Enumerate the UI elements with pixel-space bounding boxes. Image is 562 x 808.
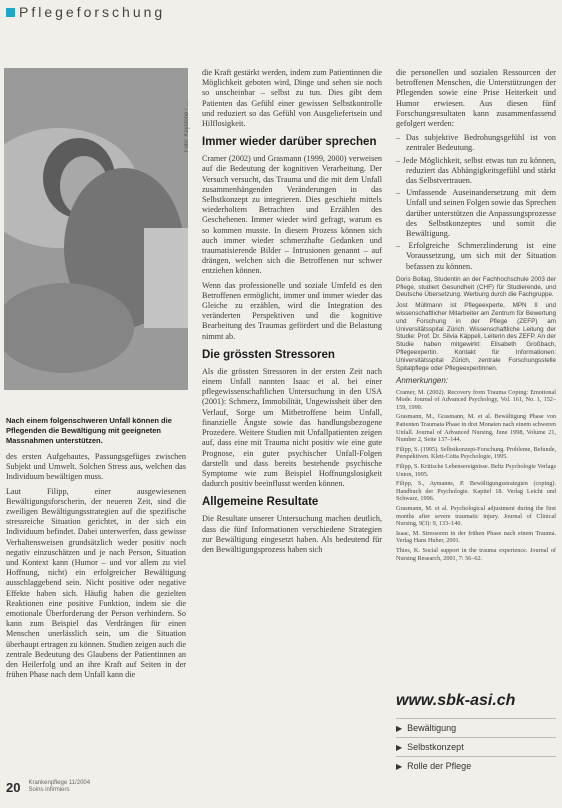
paragraph: die personellen und sozialen Ressourcen der betroffenen Menschen, die Unterstützungen der Pflegenden sowie eine Prise Heiterkeit und Humor erwiesen. Aus diesen fünf Forschungsresultaten kann zusammenfassend gefolgert werden: bbox=[396, 68, 556, 129]
references-list bbox=[396, 389, 556, 562]
reference-item: Grasmann, M., Grasmann, M. et al. Bewältigung Phase von Patienten Traumata Phase in drei Monaten nach einem schweren Unfall. Journal of Advanced Nursing, June 1998, Volume 21, Number 2, Seite 137–144. bbox=[396, 413, 556, 444]
paragraph: Als die grössten Stressoren in der ersten Zeit nach einem Unfall nannten Isaac et al. bei einer pflegewissenschaftlichen Untersuchung in den USA (2001): Schmerz, Immobilität, Ungewissheit über den Verlauf, Sorge um Mitbetroffene beim Unfall, finanzielle Ängste sowie das handlungsbezogene Prozedere. Weitere Studien mit Unfallpatienten zeigen auf, dass eine mit Trauma nicht positiv wie eine gute Prognose, ein guter psychischer Unfall-Folgen darstellt und dass bereits bestehende psychische Symptome wie zum Beispiel Hoffnungslosigkeit dadurch positiv beeinflusst werden können. bbox=[202, 366, 382, 489]
column-2 bbox=[202, 68, 382, 559]
promo-link-label: Bewältigung bbox=[407, 723, 457, 733]
section-header bbox=[6, 4, 165, 20]
promo-link-rolle-der-pflege[interactable] bbox=[396, 756, 556, 775]
article-photo bbox=[4, 68, 188, 390]
author-note: Jost Müllmann ist Pflegeexperte, MPN II und wissenschaftlicher Mitarbeiter am Zentrum für Bewertung und Forschung in der Pflege (ZEFP) am Universitätsspital Zürich. Wissenschaftliche Leitung der Studie: Prof. Dr. Silvia Käppeli, Leiterin des ZEFP. An der Studie haben mitgewirkt: Elisabeth Großbach, Pflegeexpertin. Kontakt für Informationen: Universitätsspital Zürich, zentrale Forschungsstelle Spitalpflege oder Pflegeexpertinnen. bbox=[396, 302, 556, 372]
web-promo-box bbox=[396, 692, 556, 775]
column-1 bbox=[6, 452, 186, 684]
subheading: Immer wieder darüber sprechen bbox=[202, 136, 377, 149]
photo-illustration bbox=[4, 68, 188, 390]
reference-item: Filipp, S. Kritische Lebensereignisse. Beltz Psychologie Verlags Union, 1995. bbox=[396, 462, 556, 478]
arrow-right-icon: ▶ bbox=[396, 761, 403, 771]
column-3 bbox=[396, 68, 556, 564]
magazine-info bbox=[28, 780, 90, 794]
list-item: – Das subjektive Bedrohungsgefühl ist von zentraler Bedeutung. bbox=[396, 133, 556, 153]
promo-link-label: Rolle der Pflege bbox=[407, 761, 472, 771]
section-square-icon bbox=[6, 8, 15, 17]
reference-item: Thies, K. Social support in the trauma experience. Journal of Nursing Research, 2001, 7: 56–62. bbox=[396, 546, 556, 562]
reference-item: Filipp, S., Aymanns, P. Bewältigungsstrategien (coping). Handbuch der Psychologie. Kapitel 18. Verlag Leicht und Schwarz, 1996. bbox=[396, 480, 556, 503]
section-title: Pflegeforschung bbox=[19, 4, 166, 20]
magazine-line: Soins infirmiers bbox=[28, 787, 70, 793]
paragraph: die Kraft gestärkt werden, indem zum Patientinnen die Möglichkeit geboten wird, Dinge und sehen sie noch so unscheinbar – selbst zu tun. Dies gibt dem Patienten das Gefühl einer gewissen Selbstkontrolle und reduziert so das Gefühl von Ausgeliefertsein und Hilflosigkeit. bbox=[202, 68, 382, 129]
arrow-right-icon: ▶ bbox=[396, 742, 403, 752]
author-info bbox=[396, 276, 556, 373]
page-footer bbox=[6, 780, 90, 795]
promo-link-label: Selbstkonzept bbox=[407, 742, 464, 752]
reference-item: Cramer, M. (2002). Recovery from Trauma Coping: Emotional Mode. Journal of Advanced Psychology, Vol. 161, No. 1, 152–159, 1999. bbox=[396, 388, 556, 411]
list-item: – Jede Möglichkeit, selbst etwas tun zu können, reduziert das Abhängigkeitsgefühl und stärkt das Selbstvertrauen. bbox=[396, 155, 556, 186]
photo-caption: Nach einem folgenschweren Unfall können die Pflegenden die Bewältigung mit geeigneten Massnahmen unterstützen. bbox=[6, 416, 172, 445]
list-item: – Erfolgreiche Schmerzlinderung ist eine Voraussetzung, um sich mit der Situation befassen zu können. bbox=[396, 241, 556, 271]
subheading: Allgemeine Resultate bbox=[202, 496, 319, 509]
arrow-right-icon: ▶ bbox=[396, 723, 403, 733]
reference-item: Grasmann, M. et al. Psychological adjustment during the first months after severe traumatic injury. Journal of Clinical Nursing, 9(3): 9, 133–140. bbox=[396, 504, 556, 528]
reference-item: Isaac, M. Stressoren in der frühen Phase nach einem Trauma. Verlag Hans Huber, 2001. bbox=[396, 529, 556, 545]
paragraph: des ersten Aufgebautes, Passungsgefüges zwischen Subjekt und Umwelt. Solchen Stress aus, welchen das Individuum bewältigen muss. bbox=[6, 452, 186, 482]
promo-link-bewaeltigung[interactable] bbox=[396, 718, 556, 737]
paragraph: Laut Filipp, einer ausgewiesenen Bewältigungsforscherin, der neueren Zeit, sind die zweiligen Bewältigungsstrategien auf die spezifische stressreiche Situation gerichtet, in der sich ein Individuum befindet. Dabei unterwerfen, dass gewisse Verhaltensweisen grundsätzlich weder positiv noch negativ einzuschätzen und je nach Person, Situation und Kontext kann (Humor – und vor allem zu viel Hoffnung, nicht) ein erfolgreicher Bewältigung ausschlaggebend sein. Nicht positive oder negative Effekte haben sich. Häufig haben die gezielten Reaktionen eine positive Funktion, indem sie die emotionale Überforderung der Person verhindern. So kann zum Beispiel das Verdrängen für einen Menschen unerlässlich sein, um die Situation überhaupt ertragen zu können. Studien zeigen auch die zentrale Bedeutung des Glaubens der Patientinnen an den Heilerfolg und an ihre Kraft auf Seiten in der frühen Phase nach dem Unfall kann die bbox=[6, 486, 186, 680]
list-item: – Umfassende Auseinandersetzung mit dem Unfall und seinen Folgen sowie das Sprechen darüber unterstützen die Anpassungsprozesse des Selbstkonzeptes und somit die Bewältigung. bbox=[396, 188, 556, 239]
conclusion-list bbox=[396, 133, 556, 272]
reference-item: Filipp, S. (1995). Selbstkonzept-Forschung. Probleme, Befunde, Perspektiven. Klett-Cotta Psychologie, 1995. bbox=[396, 445, 556, 461]
author-note: Doris Bollag, Studentin an der Fachhochschule 2003 der Pflege, studiert Gesundheit (CHF) für Studierende, und Deutsche Übersetzung. Werbung durch die Fachgruppe. bbox=[396, 275, 556, 299]
photo-credit: Foto: Keystone / ... bbox=[184, 101, 190, 152]
promo-link-selbstkonzept[interactable] bbox=[396, 737, 556, 756]
paragraph: Die Resultate unserer Untersuchung machen deutlich, dass die fünf Informationen verschiedene Strategien zur Bewältigung eingesetzt haben. Als bedeutend für den Bewältigungsprozess haben sich bbox=[202, 514, 382, 554]
page-number: 20 bbox=[6, 780, 21, 795]
magazine-line: Krankenpflege 11/2004 bbox=[28, 780, 91, 786]
website-link[interactable]: www.sbk-asi.ch bbox=[396, 692, 516, 709]
subheading: Die grössten Stressoren bbox=[202, 348, 335, 361]
references-title: Anmerkungen: bbox=[396, 376, 449, 386]
paragraph: Wenn das professionelle und soziale Umfeld es den Betroffenen ermöglicht, immer und immer wieder das Gleiche zu erzählen, wird die Integration des veränderten Perspektiven und die kognitive Bearbeitung des Traumas gefördert und die Belastung nimmt ab. bbox=[202, 280, 382, 341]
paragraph: Cramer (2002) und Grasmann (1999, 2000) verweisen auf die Bedeutung der kognitiven Verarbeitung. Der Versuch versucht, das Trauma und die mit dem Unfall zusammenhängenden Veränderungen in das Selbstkonzept zu integrieren. Dies geschieht mittels wiederholtem Betrachten und Erzählen des Geschehenen. Immer wieder wird gefragt, warum es so kommen musste. In diesem Prozess können sich auch immer wieder schmerzhafte Gedanken und traumatisierende Bilder – Intrusionen genannt – auf drängen, welchen sich die Betroffenen nur schwer entziehen können. bbox=[202, 154, 382, 276]
